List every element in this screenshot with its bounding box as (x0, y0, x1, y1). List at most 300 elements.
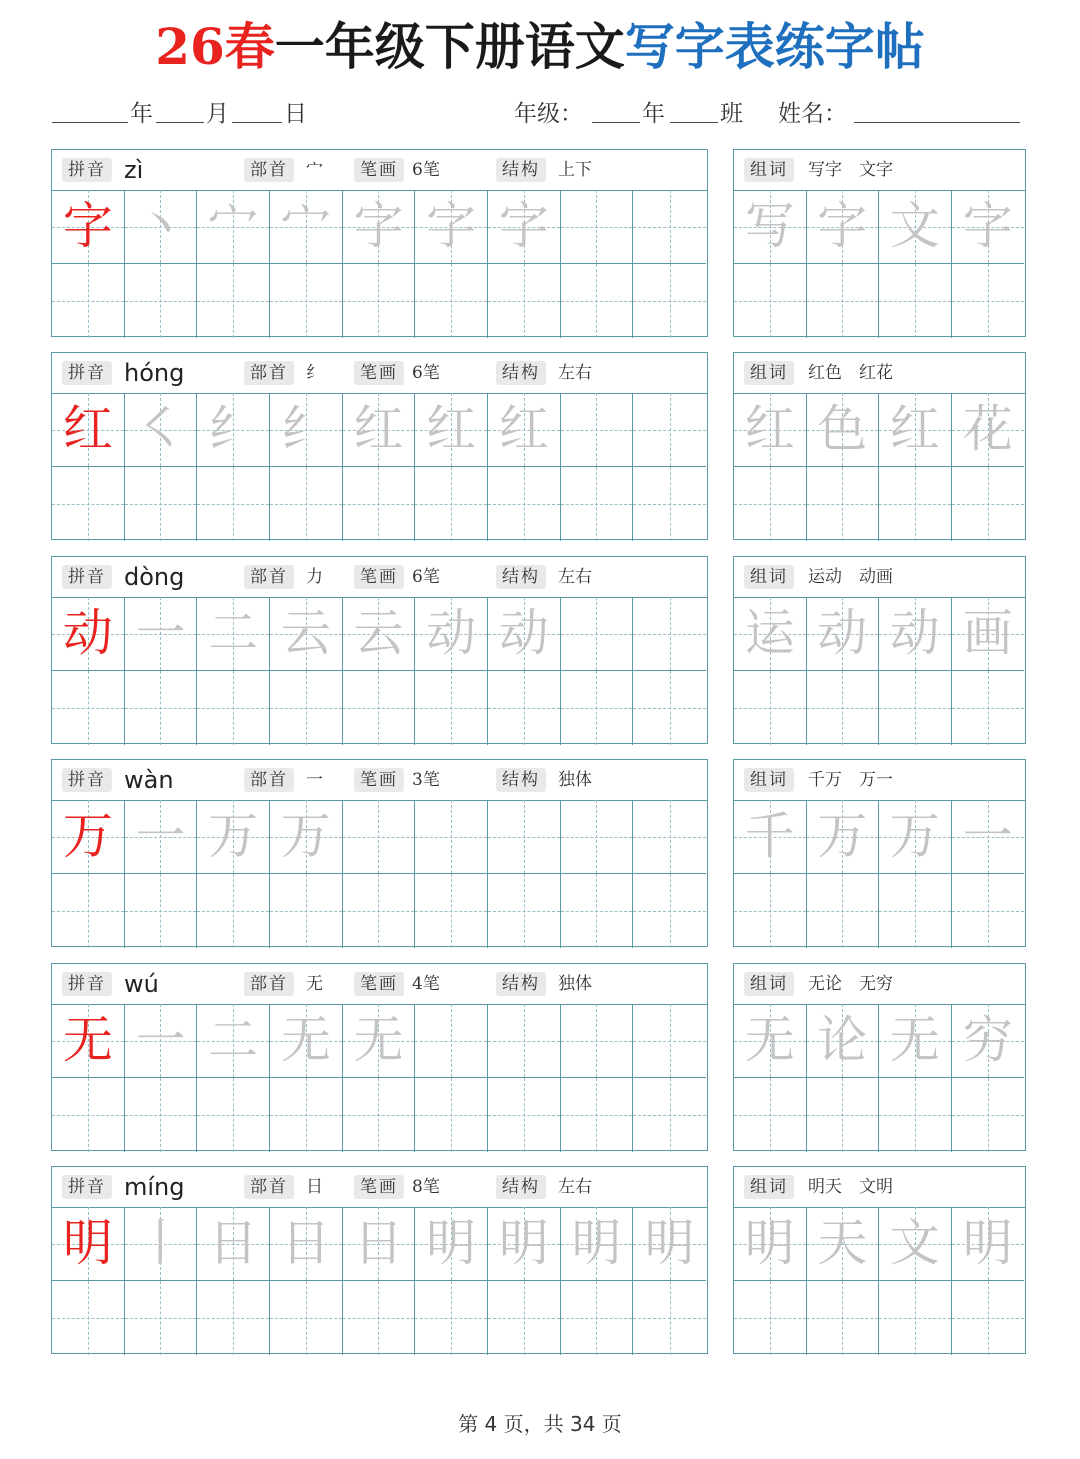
grid-cell[interactable] (488, 264, 561, 338)
character-block (0, 759, 1080, 947)
grid-cell[interactable] (415, 264, 488, 338)
grid-cell[interactable] (52, 1078, 125, 1152)
structure-tag: 结构 (496, 158, 546, 182)
trace-character: 无 (353, 1011, 404, 1069)
guide-line-horizontal (488, 911, 560, 912)
grid-cell[interactable] (879, 1078, 952, 1152)
writing-panel (51, 352, 708, 540)
practice-grid (734, 597, 1025, 743)
guide-line-horizontal (633, 301, 706, 302)
grid-cell[interactable] (197, 671, 270, 745)
grid-cell[interactable] (561, 800, 634, 874)
words-panel (733, 352, 1026, 540)
grid-cell[interactable] (734, 190, 807, 264)
guide-line-horizontal (561, 1318, 633, 1319)
word-trace-character: 红 (744, 400, 795, 458)
grid-cell[interactable] (415, 393, 488, 467)
grid-cell[interactable] (270, 874, 343, 948)
pinyin-value: dòng (124, 563, 185, 591)
day-label: 日 (284, 101, 307, 127)
grid-cell[interactable] (343, 190, 416, 264)
words-tag: 组词 (744, 361, 794, 385)
grid-cell[interactable] (343, 874, 416, 948)
words-panel (733, 556, 1026, 744)
radical-value: 一 (306, 770, 323, 790)
grid-cell[interactable] (415, 874, 488, 948)
guide-line-horizontal (879, 1318, 951, 1319)
grid-cell[interactable] (125, 800, 198, 874)
guide-line-horizontal (561, 708, 633, 709)
grid-cell[interactable] (952, 264, 1025, 338)
guide-line-horizontal (52, 504, 124, 505)
word-trace-character: 穷 (962, 1011, 1013, 1069)
grid-cell[interactable] (197, 597, 270, 671)
grid-cell[interactable] (561, 597, 634, 671)
guide-line-horizontal (197, 911, 269, 912)
word-trace-character: 万 (817, 807, 868, 865)
writing-panel (51, 759, 708, 947)
guide-line-horizontal (343, 504, 415, 505)
guide-line-horizontal (488, 504, 560, 505)
grid-cell[interactable] (879, 467, 952, 541)
pinyin-value: wàn (124, 766, 174, 794)
pinyin-tag: 拼音 (62, 361, 112, 385)
guide-line-horizontal (415, 504, 487, 505)
grid-cell[interactable] (633, 1207, 706, 1281)
word-trace-character: 无 (889, 1011, 940, 1069)
grid-cell[interactable] (807, 1078, 880, 1152)
guide-line-horizontal (952, 708, 1025, 709)
grid-cell[interactable] (270, 1004, 343, 1078)
grid-cell[interactable] (125, 1281, 198, 1355)
grid-cell[interactable] (415, 1078, 488, 1152)
grid-cell[interactable] (125, 393, 198, 467)
words-value: 千万 万一 (808, 770, 893, 790)
trace-character: 明 (426, 1214, 477, 1272)
guide-line-horizontal (343, 708, 415, 709)
guide-line-horizontal (633, 1115, 706, 1116)
grid-cell[interactable] (734, 264, 807, 338)
info-bar (52, 150, 707, 191)
class-blank[interactable] (670, 96, 718, 123)
pinyin-value: hóng (124, 359, 185, 387)
grid-cell[interactable] (343, 393, 416, 467)
year-blank[interactable] (52, 96, 128, 123)
grid-cell[interactable] (734, 1207, 807, 1281)
grid-cell[interactable] (807, 874, 880, 948)
grid-cell[interactable] (415, 800, 488, 874)
grid-cell[interactable] (633, 1078, 706, 1152)
name-blank[interactable] (854, 96, 1020, 123)
grid-cell[interactable] (125, 1207, 198, 1281)
grid-cell[interactable] (197, 467, 270, 541)
radical-tag: 部首 (244, 972, 294, 996)
grade-blank[interactable] (592, 96, 640, 123)
structure-value: 左右 (558, 363, 592, 383)
grid-cell[interactable] (488, 1281, 561, 1355)
guide-line-horizontal (952, 911, 1025, 912)
grid-cell[interactable] (125, 1004, 198, 1078)
words-info-bar (734, 964, 1025, 1005)
grid-cell[interactable] (952, 1207, 1025, 1281)
grid-cell[interactable] (270, 393, 343, 467)
trace-character (561, 597, 633, 670)
writing-panel (51, 1166, 708, 1354)
grid-cell[interactable] (952, 190, 1025, 264)
info-bar (52, 557, 707, 598)
grid-cell[interactable] (734, 671, 807, 745)
grid-cell[interactable] (415, 1281, 488, 1355)
grid-cell[interactable] (125, 190, 198, 264)
pinyin-value: míng (124, 1173, 185, 1201)
grid-cell[interactable] (952, 671, 1025, 745)
trace-character (633, 190, 706, 263)
grid-cell[interactable] (415, 597, 488, 671)
words-info-bar (734, 150, 1025, 191)
grid-cell[interactable] (734, 1078, 807, 1152)
word-trace-character: 文 (889, 197, 940, 255)
trace-character: 纟 (208, 400, 259, 458)
grid-cell[interactable] (633, 1281, 706, 1355)
grid-cell[interactable] (807, 467, 880, 541)
grid-cell[interactable] (633, 874, 706, 948)
grid-cell[interactable] (561, 874, 634, 948)
trace-character: 红 (426, 400, 477, 458)
grid-cell[interactable] (561, 671, 634, 745)
grid-cell[interactable] (561, 1078, 634, 1152)
grid-cell[interactable] (734, 1281, 807, 1355)
model-character: 字 (62, 197, 113, 255)
grid-cell[interactable] (343, 597, 416, 671)
guide-line-horizontal (807, 301, 879, 302)
grid-cell[interactable] (488, 393, 561, 467)
grid-cell[interactable] (270, 800, 343, 874)
grid-cell[interactable] (807, 1281, 880, 1355)
grid-cell[interactable] (807, 597, 880, 671)
practice-grid (52, 190, 707, 336)
grid-cell[interactable] (270, 264, 343, 338)
grid-cell[interactable] (488, 874, 561, 948)
grid-cell[interactable] (879, 874, 952, 948)
grid-cell[interactable] (952, 1281, 1025, 1355)
grid-cell[interactable] (52, 800, 125, 874)
trace-character (633, 393, 706, 466)
grid-cell[interactable] (879, 1281, 952, 1355)
grid-cell[interactable] (488, 597, 561, 671)
grid-cell[interactable] (879, 1004, 952, 1078)
grid-cell[interactable] (807, 190, 880, 264)
info-bar (52, 964, 707, 1005)
trace-character: 丨 (135, 1214, 186, 1272)
guide-line-horizontal (52, 1318, 124, 1319)
grid-cell[interactable] (52, 874, 125, 948)
words-panel (733, 963, 1026, 1151)
grid-cell[interactable] (807, 1004, 880, 1078)
grid-cell[interactable] (488, 190, 561, 264)
word-trace-character: 花 (962, 400, 1013, 458)
grid-cell[interactable] (633, 1004, 706, 1078)
grid-cell[interactable] (415, 467, 488, 541)
grid-cell[interactable] (343, 1281, 416, 1355)
guide-line-horizontal (633, 911, 706, 912)
grid-cell[interactable] (879, 264, 952, 338)
grid-cell[interactable] (343, 1078, 416, 1152)
grid-cell[interactable] (415, 1004, 488, 1078)
grid-cell[interactable] (561, 393, 634, 467)
radical-value: 无 (306, 974, 323, 994)
grid-cell[interactable] (488, 1207, 561, 1281)
grid-cell[interactable] (197, 393, 270, 467)
grid-cell[interactable] (125, 874, 198, 948)
guide-line-horizontal (125, 1318, 197, 1319)
grid-cell[interactable] (270, 1207, 343, 1281)
grid-cell[interactable] (879, 800, 952, 874)
grid-cell[interactable] (52, 467, 125, 541)
guide-line-horizontal (734, 301, 806, 302)
grid-cell[interactable] (125, 671, 198, 745)
grid-cell[interactable] (125, 597, 198, 671)
grid-cell[interactable] (633, 467, 706, 541)
grid-cell[interactable] (952, 393, 1025, 467)
guide-line-horizontal (125, 1115, 197, 1116)
words-value: 写字 文字 (808, 160, 893, 180)
grid-cell[interactable] (952, 800, 1025, 874)
grid-cell[interactable] (125, 264, 198, 338)
guide-line-horizontal (415, 911, 487, 912)
guide-line-horizontal (52, 911, 124, 912)
pinyin-tag: 拼音 (62, 768, 112, 792)
grid-cell[interactable] (734, 467, 807, 541)
structure-tag: 结构 (496, 768, 546, 792)
grid-cell[interactable] (952, 1078, 1025, 1152)
structure-tag: 结构 (496, 565, 546, 589)
grid-cell[interactable] (879, 393, 952, 467)
grid-cell[interactable] (879, 190, 952, 264)
grid-cell[interactable] (125, 1078, 198, 1152)
grid-cell[interactable] (734, 874, 807, 948)
grid-cell[interactable] (197, 264, 270, 338)
grid-cell[interactable] (52, 190, 125, 264)
trace-character: 一 (135, 604, 186, 662)
grid-cell[interactable] (734, 1004, 807, 1078)
grid-cell[interactable] (633, 264, 706, 338)
grid-cell[interactable] (488, 800, 561, 874)
practice-grid (734, 1207, 1025, 1353)
words-panel (733, 149, 1026, 337)
grid-cell[interactable] (561, 467, 634, 541)
strokes-value: 4笔 (412, 974, 440, 994)
guide-line-horizontal (488, 301, 560, 302)
grid-cell[interactable] (488, 1078, 561, 1152)
guide-line-horizontal (807, 1115, 879, 1116)
grid-cell[interactable] (197, 1078, 270, 1152)
model-character: 无 (62, 1011, 113, 1069)
guide-line-horizontal (125, 708, 197, 709)
grid-cell[interactable] (488, 467, 561, 541)
radical-tag: 部首 (244, 565, 294, 589)
guide-line-horizontal (125, 911, 197, 912)
word-trace-character: 字 (817, 197, 868, 255)
guide-line-horizontal (807, 1318, 879, 1319)
grid-cell[interactable] (561, 1004, 634, 1078)
grid-cell[interactable] (561, 264, 634, 338)
grid-cell[interactable] (415, 671, 488, 745)
word-trace-character: 画 (962, 604, 1013, 662)
pinyin-value: zì (124, 156, 144, 184)
grid-cell[interactable] (879, 671, 952, 745)
word-trace-character: 明 (962, 1214, 1013, 1272)
trace-character (633, 800, 706, 873)
trace-character: 字 (498, 197, 549, 255)
grid-cell[interactable] (343, 467, 416, 541)
words-tag: 组词 (744, 158, 794, 182)
grid-cell[interactable] (734, 393, 807, 467)
grid-cell[interactable] (343, 671, 416, 745)
trace-character: 字 (426, 197, 477, 255)
model-character: 万 (62, 807, 113, 865)
word-trace-character: 动 (889, 604, 940, 662)
grid-cell[interactable] (197, 874, 270, 948)
info-bar (52, 1167, 707, 1208)
grid-cell[interactable] (879, 597, 952, 671)
word-trace-character: 色 (817, 400, 868, 458)
words-tag: 组词 (744, 1175, 794, 1199)
grid-cell[interactable] (197, 190, 270, 264)
practice-grid (734, 393, 1025, 539)
grid-cell[interactable] (633, 597, 706, 671)
grid-cell[interactable] (197, 800, 270, 874)
writing-panel (51, 556, 708, 744)
grid-cell[interactable] (197, 1004, 270, 1078)
guide-line-horizontal (197, 708, 269, 709)
grid-cell[interactable] (343, 800, 416, 874)
guide-line-horizontal (415, 1115, 487, 1116)
guide-line-horizontal (52, 301, 124, 302)
grid-cell[interactable] (52, 597, 125, 671)
character-block (0, 963, 1080, 1151)
trace-character (633, 597, 706, 670)
guide-line-horizontal (952, 1318, 1025, 1319)
grid-cell[interactable] (343, 264, 416, 338)
trace-character: 红 (353, 400, 404, 458)
title-season: 26春 (155, 17, 275, 76)
grid-cell[interactable] (633, 190, 706, 264)
grid-cell[interactable] (415, 190, 488, 264)
words-info-bar (734, 557, 1025, 598)
guide-line-horizontal (734, 911, 806, 912)
grid-cell[interactable] (343, 1207, 416, 1281)
grid-cell[interactable] (52, 1004, 125, 1078)
grid-cell[interactable] (52, 671, 125, 745)
trace-character (415, 1004, 487, 1077)
grid-cell[interactable] (561, 190, 634, 264)
grid-cell[interactable] (270, 1281, 343, 1355)
title-grade: 一年级下册语文 (274, 17, 625, 76)
grid-cell[interactable] (52, 393, 125, 467)
word-trace-character: 红 (889, 400, 940, 458)
guide-line-horizontal (415, 301, 487, 302)
trace-character: 二 (208, 1011, 259, 1069)
word-trace-character: 运 (744, 604, 795, 662)
trace-character (561, 393, 633, 466)
grid-cell[interactable] (807, 800, 880, 874)
grid-cell[interactable] (952, 1004, 1025, 1078)
practice-grid (52, 597, 707, 743)
strokes-tag: 笔画 (354, 565, 404, 589)
guide-line-horizontal (807, 504, 879, 505)
grid-cell[interactable] (488, 671, 561, 745)
grid-cell[interactable] (270, 467, 343, 541)
guide-line-horizontal (488, 1115, 560, 1116)
grid-cell[interactable] (734, 597, 807, 671)
guide-line-horizontal (879, 911, 951, 912)
trace-character: 明 (498, 1214, 549, 1272)
grid-cell[interactable] (561, 1281, 634, 1355)
strokes-value: 6笔 (412, 363, 440, 383)
guide-line-horizontal (415, 1318, 487, 1319)
grid-cell[interactable] (879, 1207, 952, 1281)
trace-character: 日 (280, 1214, 331, 1272)
grid-cell[interactable] (633, 800, 706, 874)
grid-cell[interactable] (952, 874, 1025, 948)
structure-tag: 结构 (496, 1175, 546, 1199)
grid-cell[interactable] (488, 1004, 561, 1078)
grid-cell[interactable] (52, 1207, 125, 1281)
grid-cell[interactable] (952, 467, 1025, 541)
trace-character: 云 (280, 604, 331, 662)
grid-cell[interactable] (270, 190, 343, 264)
grid-cell[interactable] (125, 467, 198, 541)
month-blank[interactable] (156, 96, 204, 123)
day-blank[interactable] (232, 96, 282, 123)
word-trace-character: 论 (817, 1011, 868, 1069)
grid-cell[interactable] (197, 1281, 270, 1355)
guide-line-horizontal (197, 504, 269, 505)
grid-cell[interactable] (270, 671, 343, 745)
grid-cell[interactable] (807, 1207, 880, 1281)
radical-value: 宀 (306, 160, 323, 180)
trace-character (561, 800, 633, 873)
grid-cell[interactable] (270, 1078, 343, 1152)
info-bar (52, 760, 707, 801)
grid-cell[interactable] (343, 1004, 416, 1078)
grid-cell[interactable] (52, 1281, 125, 1355)
grade-label: 年级： (514, 101, 583, 127)
grid-cell[interactable] (807, 671, 880, 745)
grid-cell[interactable] (633, 671, 706, 745)
grid-cell[interactable] (807, 393, 880, 467)
words-tag: 组词 (744, 972, 794, 996)
grid-cell[interactable] (807, 264, 880, 338)
grid-cell[interactable] (561, 1207, 634, 1281)
grid-cell[interactable] (52, 264, 125, 338)
strokes-tag: 笔画 (354, 972, 404, 996)
grid-cell[interactable] (270, 597, 343, 671)
guide-line-horizontal (488, 1318, 560, 1319)
grid-cell[interactable] (415, 1207, 488, 1281)
grid-cell[interactable] (952, 597, 1025, 671)
words-tag: 组词 (744, 565, 794, 589)
grid-cell[interactable] (633, 393, 706, 467)
grid-cell[interactable] (734, 800, 807, 874)
grid-cell[interactable] (197, 1207, 270, 1281)
strokes-tag: 笔画 (354, 768, 404, 792)
title-subject: 写字表练字帖 (624, 17, 925, 76)
trace-character (633, 1004, 706, 1077)
guide-line-horizontal (488, 708, 560, 709)
strokes-value: 3笔 (412, 770, 440, 790)
pinyin-value: wú (124, 970, 159, 998)
